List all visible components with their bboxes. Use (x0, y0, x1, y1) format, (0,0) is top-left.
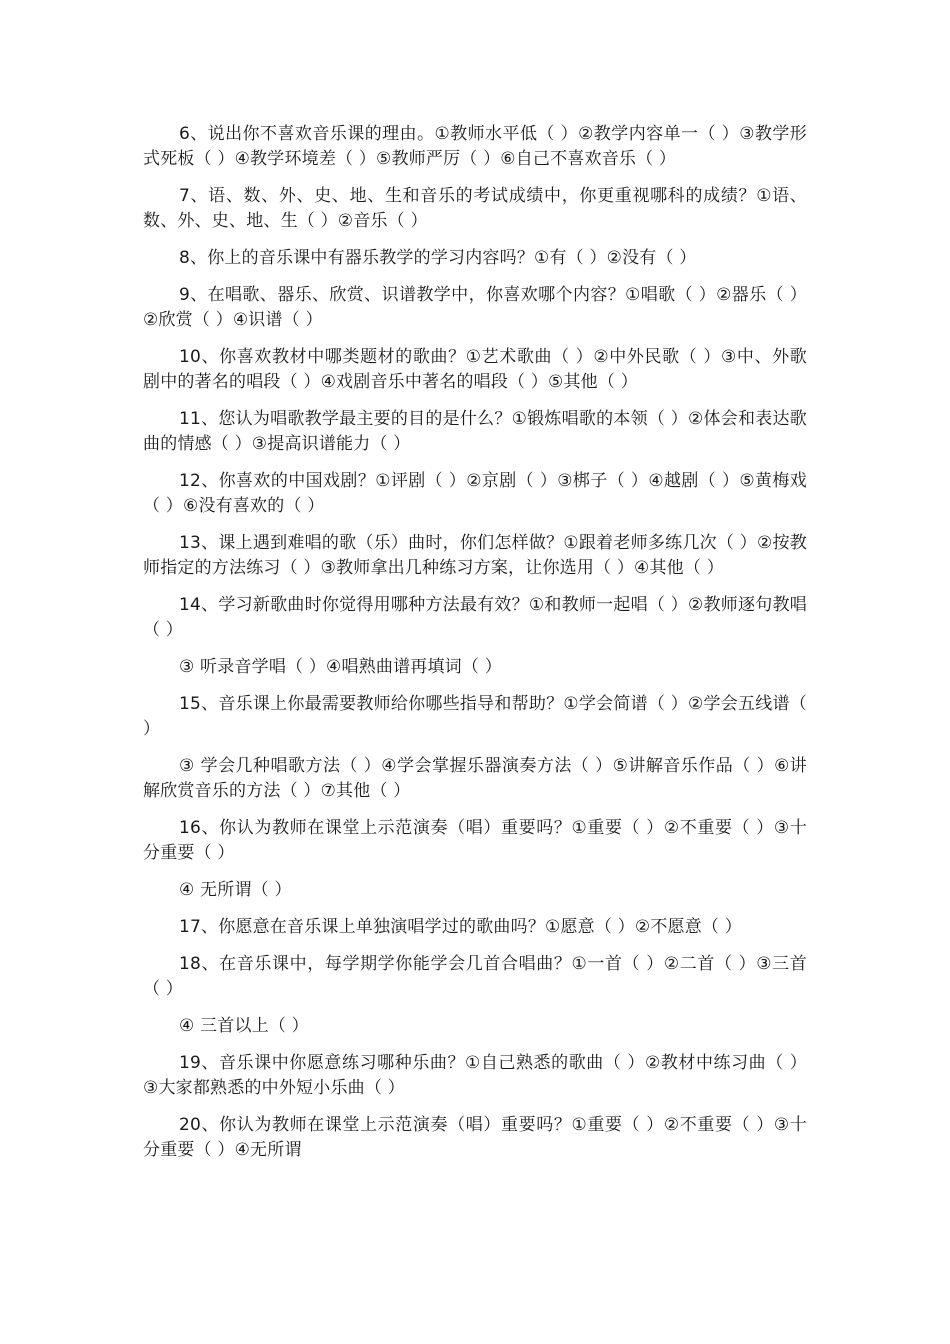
question-13: 13、课上遇到难唱的歌（乐）曲时，你们怎样做？①跟着老师多练几次（ ）②按教师指定的方法练习（ ）③教师拿出几种练习方案，让你选用（ ）④其他（ ） (143, 533, 807, 578)
document-body (143, 122, 807, 1175)
question-9: 9、在唱歌、器乐、欣赏、识谱教学中，你喜欢哪个内容？①唱歌（ ）②器乐（ ）②欣赏（ ）④识谱（ ） (143, 285, 807, 330)
question-20: 20、你认为教师在课堂上示范演奏（唱）重要吗？①重要（ ）②不重要（ ）③十分重要（ ）④无所谓 (143, 1115, 807, 1160)
question-15: 15、音乐课上你最需要教师给你哪些指导和帮助？①学会简谱（ ）②学会五线谱（ ） (143, 694, 807, 739)
question-14-options-continued: ③ 听录音学唱（ ）④唱熟曲谱再填词（ ） (179, 657, 502, 677)
question-19: 19、音乐课中你愿意练习哪种乐曲？①自己熟悉的歌曲（ ）②教材中练习曲（ ）③大家都熟悉的中外短小乐曲（ ） (143, 1053, 807, 1098)
question-17: 17、你愿意在音乐课上单独演唱学过的歌曲吗？①愿意（ ）②不愿意（ ） (179, 917, 742, 937)
question-18-options-continued: ④ 三首以上（ ） (179, 1016, 309, 1036)
question-12: 12、你喜欢的中国戏剧？①评剧（ ）②京剧（ ）③梆子（ ）④越剧（ ）⑤黄梅戏（ ）⑥没有喜欢的（ ） (143, 471, 807, 516)
question-14: 14、学习新歌曲时你觉得用哪种方法最有效？①和教师一起唱（ ）②教师逐句教唱（ ） (143, 595, 807, 640)
question-6: 6、说出你不喜欢音乐课的理由。①教师水平低（ ）②教学内容单一（ ）③教学形式死板（ ）④教学环境差（ ）⑤教师严厉（ ）⑥自己不喜欢音乐（ ） (143, 124, 807, 169)
question-16-options-continued: ④ 无所谓（ ） (179, 880, 292, 900)
question-10: 10、你喜欢教材中哪类题材的歌曲？①艺术歌曲（ ）②中外民歌（ ）③中、外歌剧中的著名的唱段（ ）④戏剧音乐中著名的唱段（ ）⑤其他（ ） (143, 347, 807, 392)
question-11: 11、您认为唱歌教学最主要的目的是什么？①锻炼唱歌的本领（ ）②体会和表达歌曲的情感（ ）③提高识谱能力（ ） (143, 409, 807, 454)
question-16: 16、你认为教师在课堂上示范演奏（唱）重要吗？①重要（ ）②不重要（ ）③十分重要（ ） (143, 818, 807, 863)
question-7: 7、语、数、外、史、地、生和音乐的考试成绩中，你更重视哪科的成绩？①语、数、外、史、地、生（ ）②音乐（ ） (143, 186, 807, 231)
question-18: 18、在音乐课中，每学期学你能学会几首合唱曲？①一首（ ）②二首（ ）③三首（ ） (143, 954, 807, 999)
question-15-options-continued: ③ 学会几种唱歌方法（ ）④学会掌握乐器演奏方法（ ）⑤讲解音乐作品（ ）⑥讲解欣赏音乐的方法（ ）⑦其他（ ） (143, 756, 807, 801)
question-8: 8、你上的音乐课中有器乐教学的学习内容吗？①有（ ）②没有（ ） (179, 248, 697, 268)
